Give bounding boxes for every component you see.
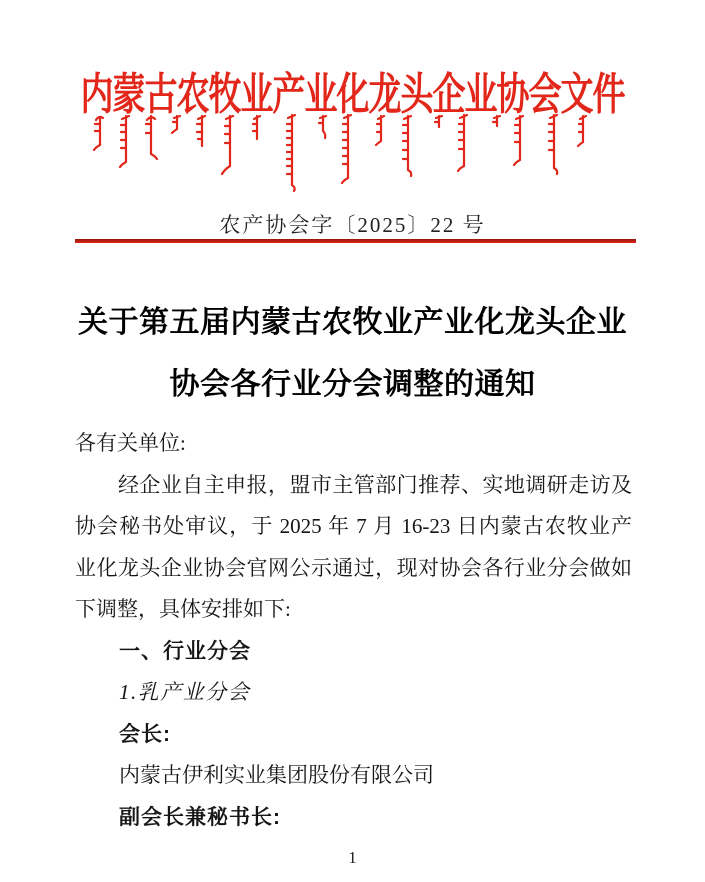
role-label-chairman: 会长: xyxy=(119,722,171,746)
paragraph-line-4: 下调整，具体安排如下: xyxy=(75,597,291,621)
red-separator-line xyxy=(75,239,636,243)
salutation: 各有关单位: xyxy=(75,431,186,455)
paragraph-line-2: 协会秘书处审议，于 2025 年 7 月 16-23 日内蒙古农牧业产 xyxy=(75,514,632,538)
notice-title-line1: 关于第五届内蒙古农牧业产业化龙头企业 xyxy=(78,306,627,339)
paragraph-line-3: 业化龙头企业协会官网公示通过，现对协会各行业分会做如 xyxy=(75,555,632,580)
subsection-heading: 1.乳产业分会 xyxy=(119,680,251,704)
notice-title-line2: 协会各行业分会调整的通知 xyxy=(169,368,536,401)
org-title: 内蒙古农牧业产业化龙头企业协会文件 xyxy=(80,71,625,120)
section-heading: 一、行业分会 xyxy=(119,639,251,663)
role-label-vice-chairman: 副会长兼秘书长: xyxy=(119,805,281,829)
page-number: 1 xyxy=(348,848,357,867)
body-text xyxy=(75,423,632,838)
paragraph-line-1: 经企业自主申报，盟市主管部门推荐、实地调研走访及 xyxy=(118,472,632,497)
mongolian-script-icon xyxy=(92,114,592,192)
company-name: 内蒙古伊利实业集团股份有限公司 xyxy=(119,763,434,787)
doc-number: 农产协会字〔2025〕22 号 xyxy=(219,213,486,237)
